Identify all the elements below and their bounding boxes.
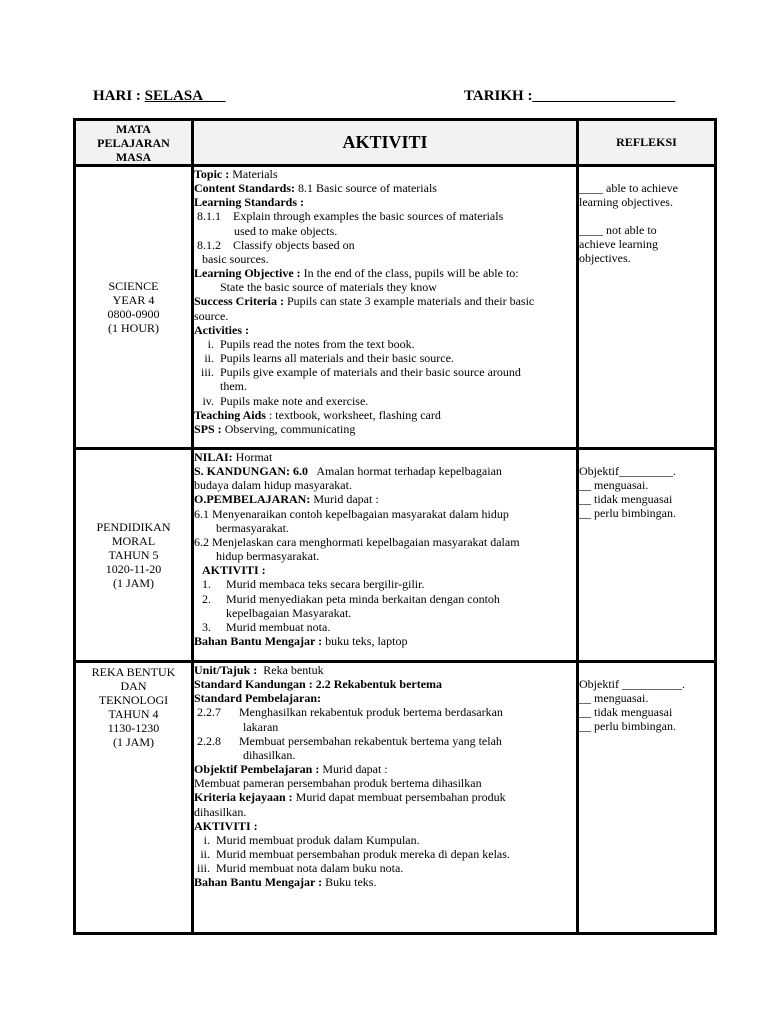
hari-field bbox=[93, 88, 226, 105]
col-header-aktiviti: AKTIVITI bbox=[193, 120, 578, 166]
reflection-cell: Objektif_________. __ menguasai. __ tidak menguasai __ perlu bimbingan. bbox=[578, 449, 716, 662]
lesson-plan-table bbox=[73, 118, 717, 935]
tarikh-field bbox=[464, 88, 675, 105]
table-header-row bbox=[75, 120, 716, 166]
hari-label: HARI : bbox=[93, 88, 145, 104]
activity-cell: Topic : Materials Content Standards: 8.1 Basic source of materials Learning Standards : 8.1.1 Explain through examples the basic sources of materials used to make objects. 8.1.2 Classify objects based on basic sources. Learning Objective : In the end of the class, pupils will be able to: State the basic source of materials they know Success Criteria : Pupils can state 3 example materials and their basic source. Activities : i. Pupils read the notes from the text book. ii. Pupils learns all materials and their basic source. iii. Pupils give example of materials and their basic source around them. iv. Pupils make note and exercise. Teaching Aids : textbook, worksheet, flashing card SPS : Observing, communicating bbox=[193, 166, 578, 449]
activity-cell: NILAI: Hormat S. KANDUNGAN: 6.0 Amalan hormat terhadap kepelbagaian budaya dalam hidup masyarakat. O.PEMBELAJARAN: Murid dapat : 6.1 Menyenaraikan contoh kepelbagaian masyarakat dalam hidup bermasyarakat. 6.2 Menjelaskan cara menghormati kepelbagaian masyarakat dalam hidup bermasyarakat. AKTIVITI : 1. Murid membaca teks secara bergilir-gilir. 2. Murid menyediakan peta minda berkaitan dengan contoh kepelbagaian Masyarakat. 3. Murid membuat nota. Bahan Bantu Mengajar : buku teks, laptop bbox=[193, 449, 578, 662]
table-row bbox=[75, 449, 716, 662]
table-row bbox=[75, 166, 716, 449]
activity-cell: Unit/Tajuk : Reka bentuk Standard Kandungan : 2.2 Rekabentuk bertema Standard Pembelajaran: 2.2.7 Menghasilkan rekabentuk produk bertema berdasarkan lakaran 2.2.8 Membuat persembahan rekabentuk bertema yang telah dihasilkan. Objektif Pembelajaran : Murid dapat : Membuat pameran persembahan produk bertema dihasilkan Kriteria kejayaan : Murid dapat membuat persembahan produk dihasilkan. AKTIVITI : i. Murid membuat produk dalam Kumpulan. ii. Murid membuat persembahan produk mereka di depan kelas. iii. Murid membuat nota dalam buku nota. Bahan Bantu Mengajar : Buku teks. bbox=[193, 662, 578, 934]
tarikh-blank: ___________________ bbox=[532, 88, 675, 104]
col-header-refleksi: REFLEKSI bbox=[578, 120, 716, 166]
col-header-subject: MATA PELAJARAN MASA bbox=[75, 120, 193, 166]
reflection-cell: Objektif __________. __ menguasai. __ tidak menguasai __ perlu bimbingan. bbox=[578, 662, 716, 934]
tarikh-label: TARIKH : bbox=[464, 88, 533, 104]
table-row bbox=[75, 662, 716, 934]
hari-value: SELASA bbox=[144, 88, 204, 104]
subject-cell: SCIENCE YEAR 4 0800-0900 (1 HOUR) bbox=[75, 166, 193, 449]
subject-cell: PENDIDIKAN MORAL TAHUN 5 1020-11-20 (1 JAM) bbox=[75, 449, 193, 662]
reflection-cell: ____ able to achieve learning objectives. ____ not able to achieve learning objectives. bbox=[578, 166, 716, 449]
subject-cell: REKA BENTUK DAN TEKNOLOGI TAHUN 4 1130-1230 (1 JAM) bbox=[75, 662, 193, 934]
